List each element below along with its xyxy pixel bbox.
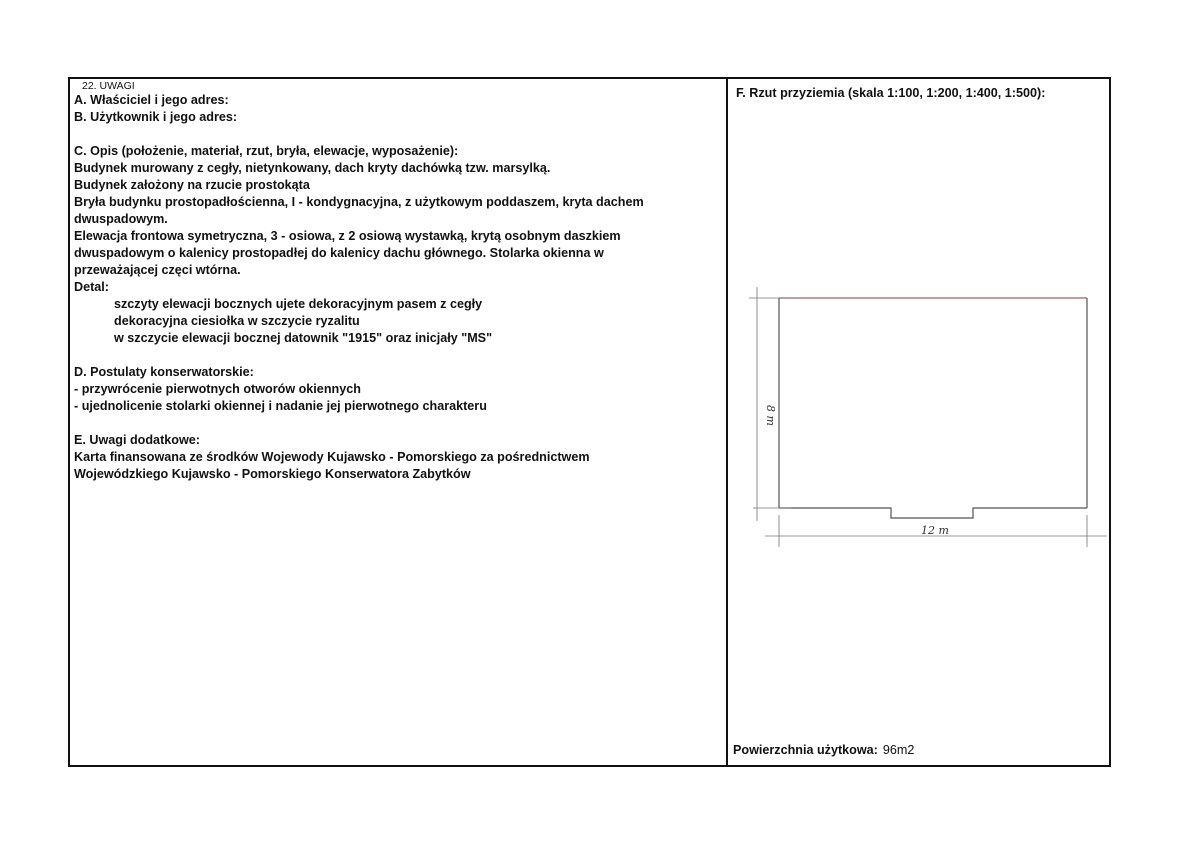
description-line: Budynek murowany z cegły, nietynkowany, dach kryty dachówką tzw. marsylką. [74, 161, 551, 175]
usable-area-label: Powierzchnia użytkowa: [733, 743, 878, 757]
column-divider [726, 77, 728, 767]
section-number: 22. UWAGI [82, 80, 135, 92]
description-line: dwuspadowym o kalenicy prostopadłej do kalenicy dachu głównego. Stolarka okienna w [74, 246, 604, 260]
detail-item: dekoracyjna ciesiołka w szczycie ryzalitu [114, 314, 360, 328]
additional-remarks-line: Wojewódzkiego Kujawsko - Pomorskiego Konserwatora Zabytków [74, 467, 471, 481]
detail-item: w szczycie elewacji bocznej datownik "1915" oraz inicjały "MS" [114, 331, 493, 345]
postulate-item: - przywrócenie pierwotnych otworów okiennych [74, 382, 361, 396]
description-line: dwuspadowym. [74, 212, 168, 226]
description-line: Elewacja frontowa symetryczna, 3 - osiowa, z 2 osiową wystawką, krytą osobnym daszkiem [74, 229, 621, 243]
postulates-heading: D. Postulaty konserwatorskie: [74, 365, 254, 379]
width-dimension-label: 12 m [921, 524, 949, 537]
description-line: Budynek założony na rzucie prostokąta [74, 178, 310, 192]
additional-remarks-line: Karta finansowana ze środków Wojewody Kujawsko - Pomorskiego za pośrednictwem [74, 450, 590, 464]
postulate-item: - ujednolicenie stolarki okiennej i nadanie jej pierwotnego charakteru [74, 399, 487, 413]
user-heading: B. Użytkownik i jego adres: [74, 110, 238, 124]
description-line: przeważającej częci wtórna. [74, 263, 241, 277]
owner-heading: A. Właściciel i jego adres: [74, 93, 229, 107]
plan-wall-front [779, 508, 1087, 518]
additional-remarks-heading: E. Uwagi dodatkowe: [74, 433, 200, 447]
usable-area [733, 743, 914, 757]
detail-heading: Detal: [74, 280, 109, 294]
floor-plan-drawing [735, 285, 1115, 555]
floor-plan-title: F. Rzut przyziemia (skala 1:100, 1:200, 1:400, 1:500): [736, 86, 1046, 100]
description-line: Bryła budynku prostopadłościenna, I - kondygnacyjna, z użytkowym poddaszem, kryta dachem [74, 195, 644, 209]
usable-area-value: 96m2 [882, 743, 915, 757]
description-heading: C. Opis (położenie, materiał, rzut, bryła, elewacje, wyposażenie): [74, 144, 459, 158]
remarks-column [74, 80, 724, 483]
height-dimension-label: 8 m [764, 405, 777, 426]
detail-item: szczyty elewacji bocznych ujete dekoracyjnym pasem z cegły [114, 297, 483, 311]
